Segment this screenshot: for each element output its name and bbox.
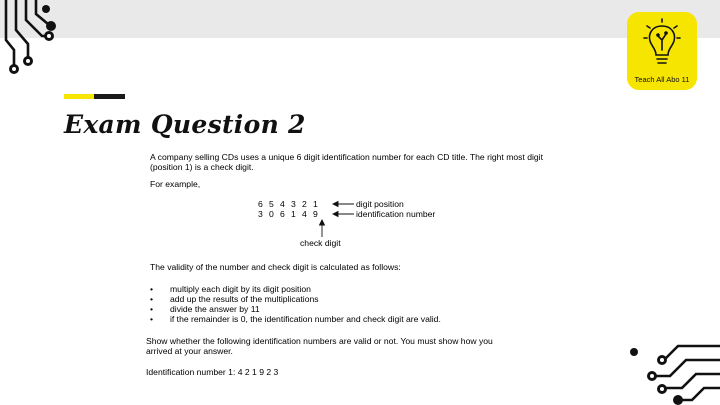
- question-body: [150, 152, 570, 189]
- id-digit: 9: [313, 209, 318, 219]
- top-bar: [0, 0, 720, 38]
- digit-position-row: [258, 199, 324, 209]
- circuit-decoration-top-left-icon: [0, 0, 64, 78]
- arrows-icon: [326, 198, 356, 238]
- check-digit-label: check digit: [300, 238, 341, 248]
- position-digit: 1: [313, 199, 318, 209]
- logo-caption: Teach All Abo 11: [634, 75, 690, 84]
- accent-yellow-segment: [64, 94, 94, 99]
- position-digit: 4: [280, 199, 285, 209]
- position-digit: 5: [269, 199, 274, 209]
- id-digit: 4: [302, 209, 307, 219]
- validity-intro: The validity of the number and check digit is calculated as follows:: [150, 262, 401, 272]
- id-digit: 1: [291, 209, 296, 219]
- logo: [627, 12, 697, 90]
- answer-instruction: Show whether the following identification numbers are valid or not. You must show how you arrived at your answer.: [146, 336, 493, 356]
- digit-position-label: digit position: [356, 199, 404, 209]
- identification-number-label: identification number: [356, 209, 436, 219]
- position-digit: 3: [291, 199, 296, 209]
- for-example-label: For example,: [150, 179, 201, 189]
- id-digit: 0: [269, 209, 274, 219]
- identification-number-line: Identification number 1: 4 2 1 9 2 3: [146, 367, 279, 377]
- question-intro: A company selling CDs uses a unique 6 digit identification number for each CD title. The right most digit (position 1) is a check digit.: [150, 152, 543, 172]
- identification-number-row: [258, 209, 324, 219]
- circuit-decoration-bottom-right-icon: [626, 330, 720, 405]
- position-digit: 6: [258, 199, 263, 209]
- page-title: Exam Question 2: [64, 110, 306, 139]
- id-digit: 6: [280, 209, 285, 219]
- lightbulb-circuit-icon: [643, 18, 681, 70]
- id-digit: 3: [258, 209, 263, 219]
- position-digit: 2: [302, 199, 307, 209]
- check-digit-arrow-icon: [318, 219, 326, 237]
- accent-black-segment: [94, 94, 125, 99]
